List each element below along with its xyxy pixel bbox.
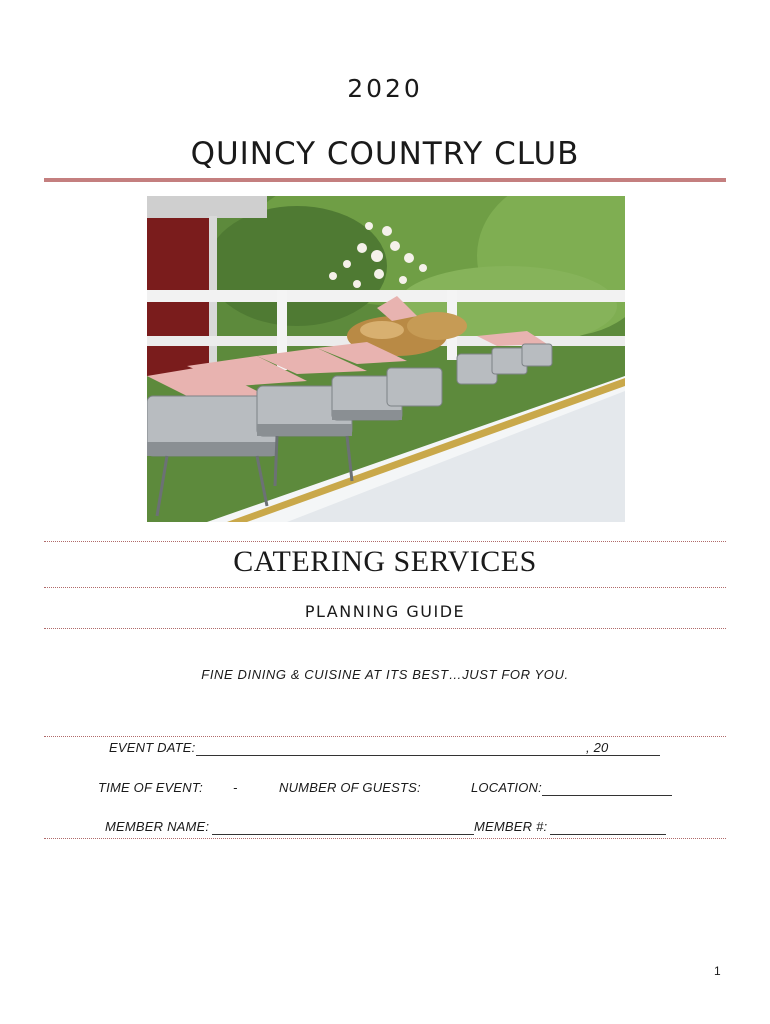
- location-label: LOCATION:: [471, 780, 542, 795]
- buffet-photo: [147, 196, 625, 522]
- event-year-prefix: , 20: [586, 740, 609, 755]
- number-of-guests-label: NUMBER OF GUESTS:: [279, 780, 421, 795]
- event-date-field[interactable]: [196, 755, 660, 756]
- page-number: 1: [714, 964, 721, 978]
- member-number-field[interactable]: [550, 834, 666, 835]
- title-divider: [44, 178, 726, 182]
- form-rule-bottom: [44, 838, 726, 839]
- member-name-label: MEMBER NAME:: [105, 819, 210, 834]
- section-rule-top: [44, 541, 726, 542]
- document-year: 2020: [347, 74, 423, 103]
- time-separator: -: [233, 780, 238, 795]
- planning-subtitle: PLANNING GUIDE: [304, 602, 466, 621]
- form-rule-top: [44, 736, 726, 737]
- member-name-field[interactable]: [212, 834, 474, 835]
- event-date-label: EVENT DATE:: [109, 740, 196, 755]
- section-rule-bottom: [44, 628, 726, 629]
- member-number-label: MEMBER #:: [474, 819, 548, 834]
- location-field[interactable]: [542, 795, 672, 796]
- catering-title: CATERING SERVICES: [233, 545, 537, 578]
- club-name: QUINCY COUNTRY CLUB: [190, 136, 580, 172]
- tagline: FINE DINING & CUISINE AT ITS BEST…JUST FOR YOU.: [201, 667, 569, 682]
- time-of-event-label: TIME OF EVENT:: [98, 780, 203, 795]
- section-rule-middle: [44, 587, 726, 588]
